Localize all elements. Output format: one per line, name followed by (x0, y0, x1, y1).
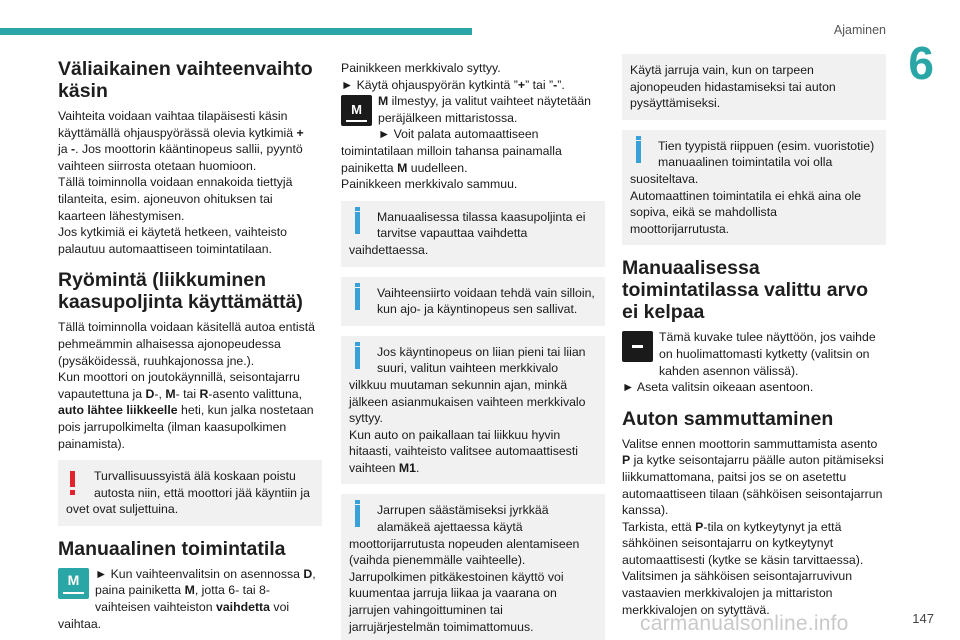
heading-manual-mode: Manuaalinen toimintatila (58, 537, 286, 560)
watermark: carmanualsonline.info (640, 612, 849, 635)
heading-creep: Ryömintä (liikkuminen kaasupoljinta käyttämättä) (58, 269, 303, 314)
gear-display-m1-icon: M (341, 95, 372, 126)
heading-shutdown: Auton sammuttaminen (622, 407, 834, 430)
note-box-brakes: Käytä jarruja vain, kun on tarpeen ajonopeuden hidastamiseksi tai auton pysäyttämiseksi. (622, 54, 886, 120)
paragraph-shutdown: Valitse ennen moottorin sammuttamista asento P ja kytke seisontajarru päälle auton pitämiseksi liikkumattomana, paitsi jos se on asetettu automaattiseen tilaan (sähköisen seisontajarrun kanssa). Tarkista, että P-tila on kytkeytynyt ja että sähköinen seisontajarru on kytkeytynyt automaattisesti (kytke se käsin tarvittaessa). Valitsimen ja sähköisen seisontajarruvivun vastaavien merkkivalojen ja mittariston merkkivalojen on sytyttävä. (622, 436, 884, 617)
warning-text: Turvallisuussyistä älä koskaan poistu autosta niin, että moottori jää käyntiin ja ovet ovat suljettuina. (66, 469, 311, 517)
warning-icon (66, 468, 88, 498)
column-1 (58, 54, 322, 632)
warning-box (58, 460, 322, 526)
column-3 (622, 54, 886, 618)
heading-invalid-value: Manuaalisessa toimintatilassa valittu arvo ei kelpaa (622, 257, 868, 324)
paragraph-creep: Tällä toiminnolla voidaan käsitellä autoa entistä pehmeämmin alhaisessa ajonopeudessa (pysäköidessä, ruuhkajonossa jne.). Kun moottori on joutokäynnillä, seisontajarru vapautettuna ja D-, M- tai R-asento valittuna, auto lähtee liikkeelle heti, kun jalka nostetaan pois jarrupolkimelta (ilman kaasupolkimen painamista). (58, 320, 316, 451)
info-icon (349, 344, 371, 374)
minus-icon (622, 331, 653, 362)
paragraph-invalid: Tämä kuvake tulee näyttöön, jos vaihde on huolimattomasti kytketty (valitsin on kahden asennon välissä). ► Aseta valitsin oikeaan asentoon. (622, 330, 876, 395)
paragraph-m-display: M M ilmestyy, ja valitut vaihteet näytetään peräjälkeen mittaristossa. (341, 93, 605, 126)
paragraph-return-auto: ► Voit palata automaattiseen toimintatilaan milloin tahansa painamalla painiketta M uudelleen. Painikkeen merkkivalo sammuu. (341, 127, 562, 192)
info-icon (349, 209, 371, 239)
info-box-engine-speed: Jos käyntinopeus on liian pieni tai liian suuri, valitun vaihteen merkkivalo vilkkuu muutaman sekunnin ajan, minkä jälkeen asianmukaisen vaihteen merkkivalo syttyy. Kun auto on paikallaan tai liikkuu hyvin hitaasti, vaihteisto valitsee automaattisesti vaihteen M1. (341, 336, 605, 485)
heading-temporary-manual: Väliaikainen vaihteenvaihto käsin (58, 58, 313, 102)
info-box-no-release: Manuaalisessa tilassa kaasupoljinta ei tarvitse vapauttaa vaihdetta vaihdettaessa. (341, 201, 605, 267)
manual-mode-m-icon: M (58, 568, 89, 599)
info-icon (349, 502, 371, 532)
info-icon (630, 138, 652, 168)
chapter-number: 6 (908, 37, 934, 89)
info-box-engine-braking: Jarrupen säästämiseksi jyrkkää alamäkeä ajettaessa käytä moottorijarrutusta nopeuden alentamiseen (vaihda pienemmälle vaihteelle). Jarrupolkimen pitkäkestoinen käyttö voi kuumentaa jarruja liikaa ja vaarana on jarrujen vahingoittuminen tai jarrujärjestelmän toimimattomuus. (341, 494, 605, 640)
running-head: Ajaminen (833, 23, 886, 37)
column-2 (341, 60, 605, 640)
paragraph-temporary: Vaihteita voidaan vaihtaa tilapäisesti käsin käyttämällä ohjauspyörässä olevia kytkimiä + ja -. Jos moottorin kääntinopeus sallii, pyyntö vaihteen siirrosta otetaan huomioon. Tällä toiminnolla voidaan ennakoida tiettyjä tilanteita, esim. ajoneuvon ohituksen tai kaarteen lähestymisen. Jos kytkimiä ei käytetä hetkeen, vaihteisto palautuu automaattiseen toimintatilaan. (58, 109, 304, 256)
info-box-shift-allowed: Vaihteensiirto voidaan tehdä vain silloin, kun ajo- ja käyntinopeus sen sallivat. (341, 277, 605, 326)
paragraph-manual-mode: M ► Kun vaihteenvalitsin on asennossa D, paina painiketta M, jotta 6- tai 8-vaihteisen vaihteiston vaihdetta voi vaihtaa. (58, 566, 316, 631)
page-number: 147 (912, 611, 934, 626)
paragraph-indicator-on: Painikkeen merkkivalo syttyy. ► Käytä ohjauspyörän kytkintä ”+” tai ”-”. (341, 61, 565, 92)
info-box-road-type: Tien tyypistä riippuen (esim. vuoristotie) manuaalinen toimintatila voi olla suositeltava. Automaattinen toimintatila ei ehkä aina ole sopiva, eikä se mahdollista moottorijarrutusta. (622, 130, 886, 246)
info-icon (349, 285, 371, 315)
header-accent-bar (0, 28, 472, 35)
